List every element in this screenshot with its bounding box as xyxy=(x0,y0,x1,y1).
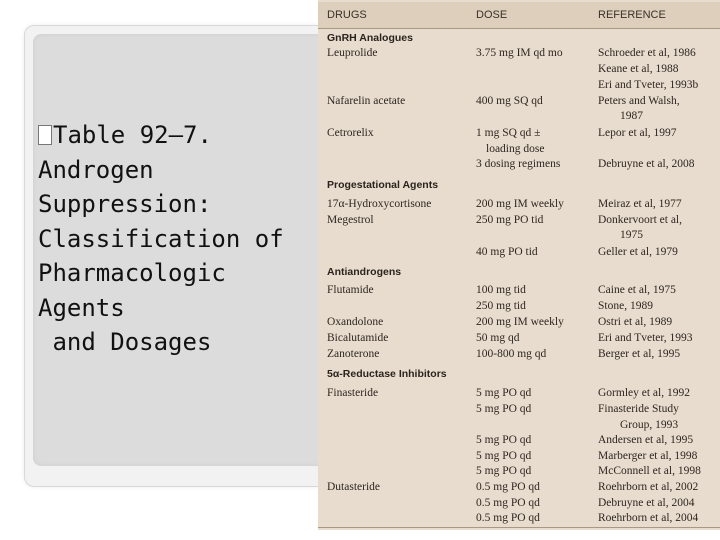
reference-cell: Keane et al, 1988 xyxy=(598,63,679,75)
reference-cell: Eri and Tveter, 1993 xyxy=(598,332,693,344)
reference-cell: Finasteride Study xyxy=(598,403,679,415)
bullet-box-icon xyxy=(38,125,52,145)
table-row xyxy=(318,196,720,212)
title-line: Androgen xyxy=(38,155,154,184)
table-row xyxy=(318,212,720,228)
table-row xyxy=(318,282,720,298)
drug-cell: Leuprolide xyxy=(327,47,378,59)
reference-cell: Debruyne et al, 2004 xyxy=(598,497,695,509)
reference-cell: Berger et al, 1995 xyxy=(598,348,681,360)
dose-cell: 5 mg PO qd xyxy=(476,465,532,477)
table-row xyxy=(318,227,720,243)
dose-cell: 3.75 mg IM qd mo xyxy=(476,47,563,59)
reference-cell: Donkervoort et al, xyxy=(598,214,682,226)
drug-cell: Flutamide xyxy=(327,284,374,296)
title-line: Agents xyxy=(38,293,125,322)
dose-cell: 40 mg PO tid xyxy=(476,246,538,258)
table-row xyxy=(318,125,720,141)
reference-cell: Group, 1993 xyxy=(620,419,679,431)
drug-cell: Bicalutamide xyxy=(327,332,389,344)
header-dose: DOSE xyxy=(476,9,508,21)
title-line: Pharmacologic xyxy=(38,259,226,287)
reference-cell: Gormley et al, 1992 xyxy=(598,387,690,399)
table-row xyxy=(318,346,720,362)
header-reference: REFERENCE xyxy=(598,9,666,21)
header-drugs: DRUGS xyxy=(327,9,367,21)
dose-cell: 50 mg qd xyxy=(476,332,520,344)
section-heading: Progestational Agents xyxy=(327,179,439,191)
dose-cell: 200 mg IM weekly xyxy=(476,316,564,328)
table-bottom-rule xyxy=(318,527,720,528)
table-row xyxy=(318,61,720,77)
table-row xyxy=(318,463,720,479)
title-line-text: Table 92–7. xyxy=(53,121,212,149)
table-row xyxy=(318,432,720,448)
header-rule xyxy=(318,28,720,29)
section-heading: 5α-Reductase Inhibitors xyxy=(327,368,447,380)
slide-title xyxy=(38,118,308,360)
drug-cell: Zanoterone xyxy=(327,348,380,360)
drug-cell: 17α-Hydroxycortisone xyxy=(327,198,432,210)
dose-cell: 250 mg PO tid xyxy=(476,214,544,226)
table-row xyxy=(318,108,720,124)
table-header xyxy=(318,2,720,28)
table-row xyxy=(318,156,720,172)
title-line: and Dosages xyxy=(38,328,212,356)
drug-cell: Megestrol xyxy=(327,214,374,226)
reference-cell: Eri and Tveter, 1993b xyxy=(598,79,699,91)
drug-cell: Cetrorelix xyxy=(327,127,374,139)
dose-cell: loading dose xyxy=(486,143,545,155)
reference-cell: Stone, 1989 xyxy=(598,300,653,312)
table-row xyxy=(318,401,720,417)
table-row xyxy=(318,448,720,464)
reference-cell: 1987 xyxy=(620,110,643,122)
dose-cell: 5 mg PO qd xyxy=(476,387,532,399)
reference-cell: Debruyne et al, 2008 xyxy=(598,158,695,170)
table-row xyxy=(318,314,720,330)
drug-cell: Nafarelin acetate xyxy=(327,95,406,107)
title-line: Classification of xyxy=(38,224,284,253)
dose-cell: 100 mg tid xyxy=(476,284,526,296)
drug-cell: Finasteride xyxy=(327,387,379,399)
table-row xyxy=(318,479,720,495)
reference-cell: Marberger et al, 1998 xyxy=(598,450,698,462)
table-row xyxy=(318,93,720,109)
dose-cell: 200 mg IM weekly xyxy=(476,198,564,210)
reference-cell: Meiraz et al, 1977 xyxy=(598,198,682,210)
reference-cell: Geller et al, 1979 xyxy=(598,246,678,258)
dose-cell: 0.5 mg PO qd xyxy=(476,481,540,493)
dose-cell: 1 mg SQ qd ± xyxy=(476,127,541,139)
dose-cell: 5 mg PO qd xyxy=(476,434,532,446)
table-row xyxy=(318,77,720,93)
reference-cell: Peters and Walsh, xyxy=(598,95,680,107)
dose-cell: 3 dosing regimens xyxy=(476,158,561,170)
dose-cell: 0.5 mg PO qd xyxy=(476,512,540,524)
reference-cell: Caine et al, 1975 xyxy=(598,284,676,296)
dose-cell: 0.5 mg PO qd xyxy=(476,497,540,509)
drug-table xyxy=(318,0,720,530)
table-row xyxy=(318,417,720,433)
dose-cell: 5 mg PO qd xyxy=(476,450,532,462)
table-row xyxy=(318,298,720,314)
title-line: Suppression: xyxy=(38,190,212,218)
title-line xyxy=(38,118,308,153)
table-row xyxy=(318,330,720,346)
table-row xyxy=(318,141,720,157)
dose-cell: 100-800 mg qd xyxy=(476,348,547,360)
drug-cell: Dutasteride xyxy=(327,481,381,493)
dose-cell: 5 mg PO qd xyxy=(476,403,532,415)
reference-cell: Andersen et al, 1995 xyxy=(598,434,694,446)
reference-cell: Roehrborn et al, 2002 xyxy=(598,481,699,493)
section-heading: GnRH Analogues xyxy=(327,32,413,44)
section-heading: Antiandrogens xyxy=(327,266,402,278)
table-row xyxy=(318,510,720,526)
table-row xyxy=(318,244,720,260)
reference-cell: Roehrborn et al, 2004 xyxy=(598,512,699,524)
reference-cell: McConnell et al, 1998 xyxy=(598,465,701,477)
table-row xyxy=(318,385,720,401)
table-row xyxy=(318,495,720,511)
reference-cell: Schroeder et al, 1986 xyxy=(598,47,696,59)
reference-cell: Lepor et al, 1997 xyxy=(598,127,677,139)
reference-cell: Ostri et al, 1989 xyxy=(598,316,673,328)
reference-cell: 1975 xyxy=(620,229,643,241)
drug-cell: Oxandolone xyxy=(327,316,384,328)
dose-cell: 400 mg SQ qd xyxy=(476,95,543,107)
dose-cell: 250 mg tid xyxy=(476,300,526,312)
table-row xyxy=(318,45,720,61)
